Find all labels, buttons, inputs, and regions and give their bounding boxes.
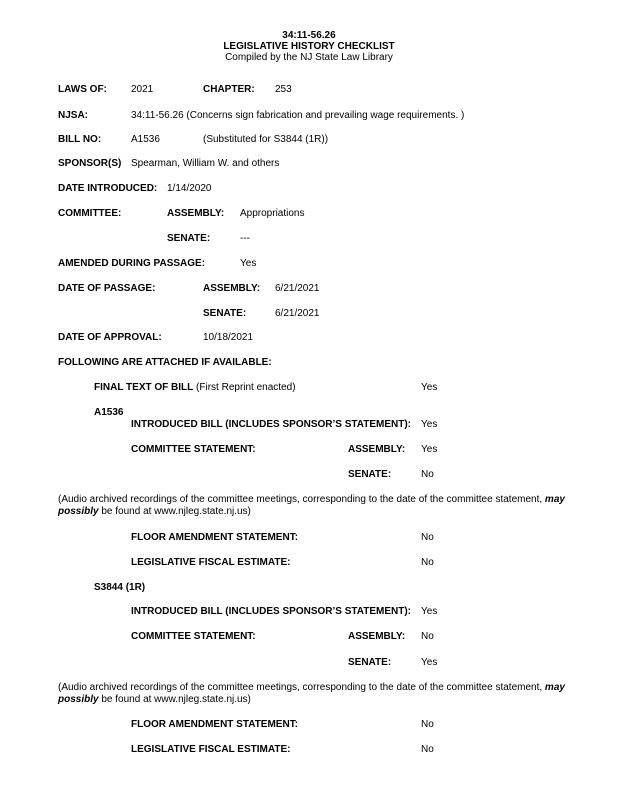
a1536-floor-label: FLOOR AMENDMENT STATEMENT:: [131, 532, 299, 543]
a1536-senate-value: No: [421, 469, 434, 480]
audio-note-link-text: be found at www.njleg.state.nj.us): [101, 506, 251, 517]
compiled-by: Compiled by the NJ State Law Library: [225, 52, 393, 63]
a1536-assembly-label: ASSEMBLY:: [348, 444, 406, 455]
s3844-committee-label: COMMITTEE STATEMENT:: [131, 631, 256, 642]
audio-note-may: may: [544, 682, 565, 693]
chapter-label: CHAPTER:: [203, 84, 255, 95]
a1536-assembly-value: Yes: [421, 444, 438, 455]
a1536-heading: A1536: [94, 407, 124, 418]
audio-note-link-text: be found at www.njleg.state.nj.us): [101, 694, 251, 705]
s3844-assembly-value: No: [421, 631, 434, 642]
audio-note-text: (Audio archived recordings of the committee meetings, corresponding to the date of the committee statement,: [58, 682, 543, 693]
committee-assembly-label: ASSEMBLY:: [167, 208, 225, 219]
laws-of-value: 2021: [131, 84, 154, 95]
a1536-introduced-value: Yes: [421, 419, 438, 430]
chapter-value: 253: [275, 84, 292, 95]
s3844-introduced-label: INTRODUCED BILL (INCLUDES SPONSOR’S STATEMENT):: [131, 606, 411, 617]
final-text-row: [94, 382, 296, 394]
amended-value: Yes: [240, 258, 257, 269]
audio-note-text: (Audio archived recordings of the committee meetings, corresponding to the date of the committee statement,: [58, 494, 543, 505]
s3844-senate-value: Yes: [421, 657, 438, 668]
a1536-audio-note: [58, 494, 578, 518]
a1536-introduced-label: INTRODUCED BILL (INCLUDES SPONSOR’S STATEMENT):: [131, 419, 411, 430]
a1536-committee-label: COMMITTEE STATEMENT:: [131, 444, 256, 455]
date-of-approval-value: 10/18/2021: [203, 332, 254, 343]
njsa-label: NJSA:: [58, 110, 89, 121]
attachments-heading: FOLLOWING ARE ATTACHED IF AVAILABLE:: [58, 357, 272, 368]
date-of-approval-label: DATE OF APPROVAL:: [58, 332, 162, 343]
audio-note-possibly: possibly: [58, 694, 99, 705]
committee-assembly-value: Appropriations: [240, 208, 305, 219]
passage-senate-label: SENATE:: [203, 308, 247, 319]
s3844-heading: S3844 (1R): [94, 582, 146, 593]
final-text-note: (First Reprint enacted): [196, 382, 296, 393]
audio-note-may: may: [544, 494, 565, 505]
s3844-assembly-label: ASSEMBLY:: [348, 631, 406, 642]
audio-note-possibly: possibly: [58, 506, 99, 517]
final-text-value: Yes: [421, 382, 438, 393]
s3844-audio-note: [58, 682, 578, 706]
passage-assembly-value: 6/21/2021: [275, 283, 320, 294]
s3844-floor-value: No: [421, 719, 434, 730]
final-text-label: FINAL TEXT OF BILL: [94, 382, 194, 393]
s3844-fiscal-label: LEGISLATIVE FISCAL ESTIMATE:: [131, 744, 291, 755]
s3844-introduced-value: Yes: [421, 606, 438, 617]
a1536-senate-label: SENATE:: [348, 469, 392, 480]
a1536-fiscal-label: LEGISLATIVE FISCAL ESTIMATE:: [131, 557, 291, 568]
sponsors-value: Spearman, William W. and others: [131, 158, 280, 169]
date-introduced-label: DATE INTRODUCED:: [58, 183, 158, 194]
amended-label: AMENDED DURING PASSAGE:: [58, 258, 206, 269]
document-title: LEGISLATIVE HISTORY CHECKLIST: [223, 41, 395, 52]
date-of-passage-label: DATE OF PASSAGE:: [58, 283, 156, 294]
s3844-floor-label: FLOOR AMENDMENT STATEMENT:: [131, 719, 299, 730]
a1536-fiscal-value: No: [421, 557, 434, 568]
committee-senate-value: ---: [240, 233, 250, 244]
bill-no-label: BILL NO:: [58, 134, 102, 145]
committee-senate-label: SENATE:: [167, 233, 211, 244]
bill-substituted: (Substituted for S3844 (1R)): [203, 134, 329, 145]
statute-number: 34:11-56.26: [282, 30, 336, 41]
sponsors-label: SPONSOR(S): [58, 158, 122, 169]
passage-assembly-label: ASSEMBLY:: [203, 283, 261, 294]
date-introduced-value: 1/14/2020: [167, 183, 212, 194]
njsa-value: 34:11-56.26 (Concerns sign fabrication and prevailing wage requirements. ): [131, 110, 465, 121]
committee-label: COMMITTEE:: [58, 208, 122, 219]
laws-of-label: LAWS OF:: [58, 84, 107, 95]
a1536-floor-value: No: [421, 532, 434, 543]
s3844-senate-label: SENATE:: [348, 657, 392, 668]
passage-senate-value: 6/21/2021: [275, 308, 320, 319]
s3844-fiscal-value: No: [421, 744, 434, 755]
bill-no-value: A1536: [131, 134, 160, 145]
